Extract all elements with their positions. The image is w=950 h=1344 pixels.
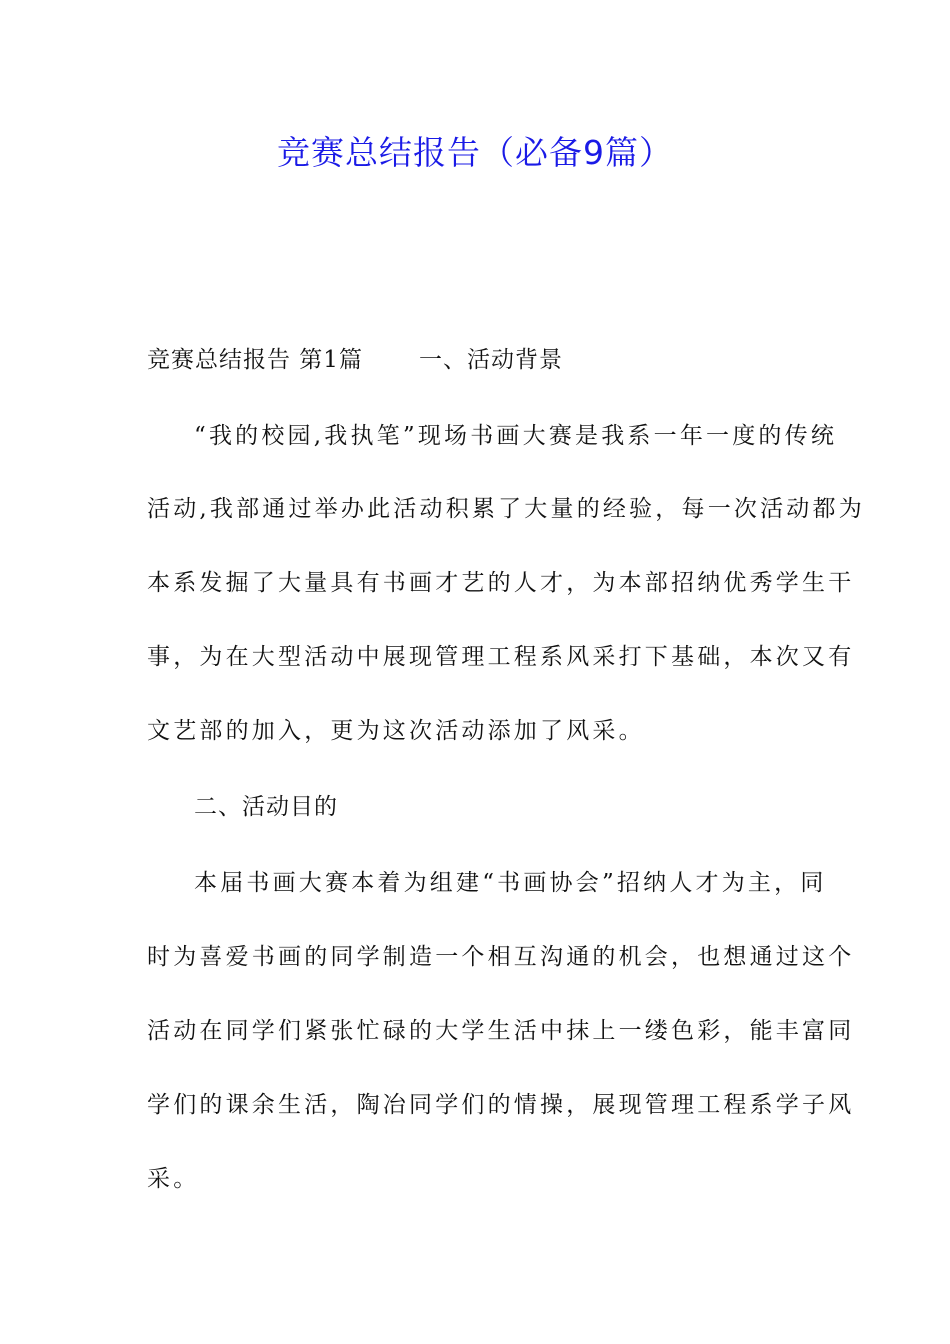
paragraph-line: 采。 — [147, 1166, 200, 1192]
paragraph-line: 学们的课余生活，陶冶同学们的情操，展现管理工程系学子风 — [147, 1092, 855, 1118]
paragraph-line: 本系发掘了大量具有书画才艺的人才，为本部招纳优秀学生干 — [147, 570, 855, 596]
section-heading-line — [147, 343, 807, 377]
paragraph-line: 本届书画大赛本着为组建“书画协会”招纳人才为主，同 — [194, 870, 827, 896]
paragraph-line: 时为喜爱书画的同学制造一个相互沟通的机会，也想通过这个 — [147, 944, 855, 970]
paragraph-line: 活动,我部通过举办此活动积累了大量的经验，每一次活动都为 — [147, 496, 865, 522]
document-title: 竞赛总结报告（必备9篇） — [277, 133, 673, 172]
paragraph-line: 文艺部的加入，更为这次活动添加了风采。 — [147, 718, 645, 744]
section-first-heading: 一、活动背景 — [418, 347, 563, 373]
section-label: 竞赛总结报告 第1篇 — [147, 347, 363, 373]
paragraph-line: 事，为在大型活动中展现管理工程系风采打下基础，本次又有 — [147, 644, 855, 670]
paragraph-line: 活动在同学们紧张忙碌的大学生活中抹上一缕色彩，能丰富同 — [147, 1018, 855, 1044]
paragraph-line: “我的校园,我执笔”现场书画大赛是我系一年一度的传统 — [194, 423, 838, 449]
heading-objective: 二、活动目的 — [194, 794, 338, 820]
